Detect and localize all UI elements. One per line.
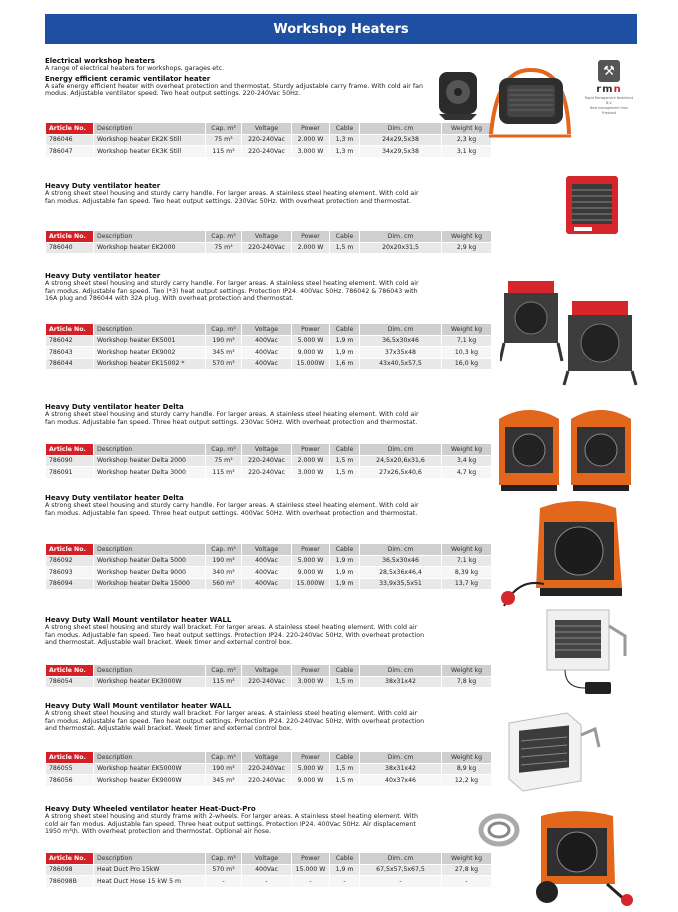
table-cell: Workshop heater Delta 5000	[94, 555, 206, 567]
table-cell: Workshop heater EK3000W	[94, 676, 206, 688]
section-title: Heavy Duty Wall Mount ventilator heater WALL	[45, 616, 232, 624]
spec-table	[45, 852, 492, 888]
column-header: Description	[94, 665, 206, 677]
table-cell: 115 m³	[206, 146, 242, 158]
section-description: A strong sheet steel housing and sturdy carry handle. For larger areas. A stainless steel heating element. With cold air fan modus. Adjustable fan speed. Two heat output settings. 230Vac 50Hz. With overheat protection and thermostat.	[45, 190, 419, 205]
column-header: Description	[94, 853, 206, 865]
section-description: A safe energy efficient heater with overheat protection and thermostat. Sturdy adjustable carry frame. With cold air fan modus. Adjustable ventilator speed. Two heat output settings. 220-240Vac 50Hz.	[45, 82, 423, 97]
table-cell: 220-240Vac	[242, 242, 292, 254]
column-header: Power	[292, 231, 330, 243]
table-cell: -	[442, 876, 492, 888]
table-row	[46, 134, 492, 146]
table-cell: 1,5 m	[330, 242, 360, 254]
column-header: Voltage	[242, 665, 292, 677]
table-cell: 400Vac	[242, 358, 292, 370]
column-header: Dim. cm	[360, 853, 442, 865]
column-header: Weight kg	[442, 853, 492, 865]
column-header: Dim. cm	[360, 123, 442, 135]
column-header: Power	[292, 853, 330, 865]
column-header: Voltage	[242, 123, 292, 135]
table-cell: 5.000 W	[292, 335, 330, 347]
column-header: Cap. m³	[206, 324, 242, 336]
section-title: Heavy Duty Wall Mount ventilator heater WALL	[45, 702, 232, 710]
table-cell: 75 m³	[206, 455, 242, 467]
table-row	[46, 358, 492, 370]
table-cell: 2.000 W	[292, 134, 330, 146]
table-row	[46, 676, 492, 688]
spec-table	[45, 323, 492, 370]
column-header: Cable	[330, 444, 360, 456]
table-cell: 1,9 m	[330, 864, 360, 876]
table-cell: 400Vac	[242, 335, 292, 347]
table-cell: 3.000 W	[292, 146, 330, 158]
table-cell: 786042	[46, 335, 94, 347]
spec-table	[45, 122, 492, 158]
table-row	[46, 763, 492, 775]
column-header: Article No.	[46, 665, 94, 677]
table-cell: 15.000 W	[292, 864, 330, 876]
table-cell: 9.000 W	[292, 347, 330, 359]
table-cell: 12,2 kg	[442, 775, 492, 787]
column-header: Cap. m³	[206, 752, 242, 764]
column-header: Cap. m³	[206, 123, 242, 135]
table-cell: Workshop heater EK9000W	[94, 775, 206, 787]
table-cell: 7,1 kg	[442, 555, 492, 567]
column-header: Cable	[330, 853, 360, 865]
column-header: Article No.	[46, 324, 94, 336]
column-header: Cable	[330, 324, 360, 336]
table-cell: 9.000 W	[292, 567, 330, 579]
table-cell: -	[292, 876, 330, 888]
table-header-row	[46, 665, 492, 677]
table-cell: 1,5 m	[330, 455, 360, 467]
table-cell: 786040	[46, 242, 94, 254]
table-cell: 190 m³	[206, 555, 242, 567]
table-cell: 24,5x20,6x31,6	[360, 455, 442, 467]
column-header: Voltage	[242, 853, 292, 865]
section-intro-text: A range of electrical heaters for workshops, garages etc.	[45, 65, 225, 72]
table-cell: 400Vac	[242, 567, 292, 579]
table-cell: 16,0 kg	[442, 358, 492, 370]
table-cell: 1,9 m	[330, 555, 360, 567]
table-cell: 220-240Vac	[242, 775, 292, 787]
wall-5000-9000-heater-image	[497, 707, 607, 797]
table-cell: 3.000 W	[292, 676, 330, 688]
column-header: Article No.	[46, 752, 94, 764]
table-cell: Workshop heater EK15002 *	[94, 358, 206, 370]
table-cell: 220-240Vac	[242, 134, 292, 146]
table-cell: 5.000 W	[292, 763, 330, 775]
column-header: Power	[292, 665, 330, 677]
section-description: A strong sheet steel housing and sturdy carry handle. For larger areas. A stainless steel heating element. With cold air fan modus. Adjustable fan speed. Two (*3) heat output settings. Protection IP24. 400Vac 50Hz. 786042 & 786043 with 16A plug and 786044 with 32A plug. With overheat protection and thermostat.	[45, 280, 419, 302]
ceramic-heater-image	[437, 58, 577, 140]
column-header: Dim. cm	[360, 665, 442, 677]
table-cell: 8,39 kg	[442, 567, 492, 579]
table-cell: 1,6 m	[330, 358, 360, 370]
table-cell: Workshop heater EK5001	[94, 335, 206, 347]
section-description: A strong sheet steel housing and sturdy carry handle. For larger areas. A stainless steel heating element. With cold air fan modus. Adjustable fan speed. Three heat output settings. 400Vac 50Hz. With overheat protection and thermostat.	[45, 502, 419, 517]
table-cell: Workshop heater EK9002	[94, 347, 206, 359]
table-cell: Workshop heater EK5000W	[94, 763, 206, 775]
table-cell: 40x37x46	[360, 775, 442, 787]
column-header: Cap. m³	[206, 544, 242, 556]
table-cell: 570 m³	[206, 864, 242, 876]
table-cell: 786055	[46, 763, 94, 775]
table-cell: -	[242, 876, 292, 888]
column-header: Dim. cm	[360, 544, 442, 556]
delta-230v-heaters-image	[493, 401, 638, 496]
table-cell: 15.000W	[292, 578, 330, 590]
table-cell: 1,5 m	[330, 676, 360, 688]
table-cell: 570 m³	[206, 358, 242, 370]
table-cell: 1,5 m	[330, 775, 360, 787]
column-header: Description	[94, 123, 206, 135]
table-cell: 220-240Vac	[242, 763, 292, 775]
section-description: A strong sheet steel housing and sturdy wall bracket. For larger areas. A stainless steel heating element. With cold air fan modus. Adjustable fan speed. Two heat output settings. Protection IP24. 220-240Vac 50Hz. With overheat protection and thermostat. Adjustable wall bracket. Week timer and external control box.	[45, 710, 425, 732]
spec-table	[45, 230, 492, 254]
column-header: Power	[292, 324, 330, 336]
table-cell: 27x26,5x40,6	[360, 467, 442, 479]
table-cell: 13,7 kg	[442, 578, 492, 590]
table-row	[46, 555, 492, 567]
table-cell: 3,4 kg	[442, 455, 492, 467]
column-header: Description	[94, 324, 206, 336]
table-row	[46, 467, 492, 479]
column-header: Cable	[330, 123, 360, 135]
table-cell: 786047	[46, 146, 94, 158]
section-heavy-duty-ek2000	[45, 182, 637, 205]
table-cell: 2,3 kg	[442, 134, 492, 146]
table-cell: 400Vac	[242, 578, 292, 590]
table-cell: 786098	[46, 864, 94, 876]
table-header-row	[46, 444, 492, 456]
table-row	[46, 864, 492, 876]
column-header: Article No.	[46, 544, 94, 556]
column-header: Power	[292, 123, 330, 135]
table-cell: 24x29,5x38	[360, 134, 442, 146]
table-cell: 786092	[46, 555, 94, 567]
table-cell: 7,1 kg	[442, 335, 492, 347]
spec-table	[45, 543, 492, 590]
table-cell: 7,8 kg	[442, 676, 492, 688]
table-cell: 9.000 W	[292, 775, 330, 787]
table-cell: 4,7 kg	[442, 467, 492, 479]
column-header: Article No.	[46, 123, 94, 135]
table-cell: 340 m³	[206, 567, 242, 579]
table-cell: 38x31x42	[360, 763, 442, 775]
table-cell: -	[360, 876, 442, 888]
table-row	[46, 775, 492, 787]
logo-word-a: rm	[596, 84, 614, 95]
table-cell: Workshop heater Delta 9000	[94, 567, 206, 579]
table-cell: 115 m³	[206, 467, 242, 479]
spec-table	[45, 751, 492, 787]
column-header: Cable	[330, 752, 360, 764]
column-header: Article No.	[46, 231, 94, 243]
table-cell: 33,9x35,5x51	[360, 578, 442, 590]
table-cell: 1,9 m	[330, 347, 360, 359]
table-cell: 560 m³	[206, 578, 242, 590]
section-title: Heavy Duty ventilator heater	[45, 272, 161, 280]
column-header: Voltage	[242, 231, 292, 243]
table-header-row	[46, 231, 492, 243]
column-header: Dim. cm	[360, 752, 442, 764]
column-header: Voltage	[242, 444, 292, 456]
column-header: Dim. cm	[360, 324, 442, 336]
table-cell: 37x35x48	[360, 347, 442, 359]
column-header: Description	[94, 231, 206, 243]
table-cell: 400Vac	[242, 555, 292, 567]
column-header: Cap. m³	[206, 853, 242, 865]
table-cell: 15.000W	[292, 358, 330, 370]
section-title: Heavy Duty ventilator heater	[45, 182, 161, 190]
table-cell: -	[206, 876, 242, 888]
table-cell: Heat Duct Pro 15kW	[94, 864, 206, 876]
ek-400v-heaters-image	[500, 277, 640, 387]
column-header: Cap. m³	[206, 231, 242, 243]
table-cell: 220-240Vac	[242, 455, 292, 467]
table-cell: 220-240Vac	[242, 146, 292, 158]
table-cell: 34x29,5x38	[360, 146, 442, 158]
logo-subtitle-1: Rapid Management Nederland B.V.	[584, 96, 634, 105]
table-cell: 1,5 m	[330, 467, 360, 479]
section-description: A strong sheet steel housing and sturdy frame with 2-wheels. For larger areas. A stainless steel heating element. With cold air fan modus. Adjustable fan speed. Three heat output settings. Protection IP24. 400Vac 50Hz. Air displacement 1950 m³\h. With overheat protection and thermostat. Optional air hose.	[45, 813, 418, 835]
table-header-row	[46, 544, 492, 556]
column-header: Article No.	[46, 444, 94, 456]
table-cell: 2.000 W	[292, 242, 330, 254]
section-title: Heavy Duty ventilator heater Delta	[45, 403, 184, 411]
column-header: Description	[94, 544, 206, 556]
ek2000-heater-image	[560, 172, 626, 240]
column-header: Article No.	[46, 853, 94, 865]
column-header: Cap. m³	[206, 665, 242, 677]
table-cell: 115 m³	[206, 676, 242, 688]
column-header: Weight kg	[442, 444, 492, 456]
table-row	[46, 242, 492, 254]
table-cell: 786043	[46, 347, 94, 359]
table-cell: 190 m³	[206, 763, 242, 775]
section-title: Heavy Duty ventilator heater Delta	[45, 494, 184, 502]
table-cell: 345 m³	[206, 347, 242, 359]
section-title: Energy efficient ceramic ventilator heater	[45, 74, 211, 83]
table-cell: 75 m³	[206, 242, 242, 254]
table-cell: 1,3 m	[330, 134, 360, 146]
column-header: Description	[94, 752, 206, 764]
table-cell: 345 m³	[206, 775, 242, 787]
table-cell: 786090	[46, 455, 94, 467]
column-header: Power	[292, 752, 330, 764]
page-banner: Workshop Heaters	[45, 14, 637, 44]
table-cell: 28,5x36x46,4	[360, 567, 442, 579]
column-header: Cable	[330, 544, 360, 556]
column-header: Cap. m³	[206, 444, 242, 456]
table-cell: 2,9 kg	[442, 242, 492, 254]
table-cell: 786091	[46, 467, 94, 479]
table-cell: 786056	[46, 775, 94, 787]
table-cell: 67,5x57,5x67,5	[360, 864, 442, 876]
table-cell: 400Vac	[242, 347, 292, 359]
table-header-row	[46, 752, 492, 764]
column-header: Weight kg	[442, 752, 492, 764]
column-header: Voltage	[242, 544, 292, 556]
table-cell: Workshop heater EK2000	[94, 242, 206, 254]
table-cell: 75 m³	[206, 134, 242, 146]
table-cell: 3,1 kg	[442, 146, 492, 158]
table-cell: Workshop heater Delta 15000	[94, 578, 206, 590]
wrench-icon: ⚒	[598, 60, 620, 82]
table-cell: 1,5 m	[330, 763, 360, 775]
column-header: Weight kg	[442, 665, 492, 677]
table-row	[46, 876, 492, 888]
table-cell: 5.000 W	[292, 555, 330, 567]
table-row	[46, 335, 492, 347]
table-row	[46, 455, 492, 467]
table-cell: 38x31x42	[360, 676, 442, 688]
section-title: Heavy Duty Wheeled ventilator heater Heat-Duct-Pro	[45, 805, 256, 813]
column-header: Cable	[330, 665, 360, 677]
column-header: Dim. cm	[360, 231, 442, 243]
table-header-row	[46, 853, 492, 865]
table-cell: 36,5x30x46	[360, 555, 442, 567]
column-header: Weight kg	[442, 231, 492, 243]
table-cell: 20x20x31,5	[360, 242, 442, 254]
table-cell: Workshop heater Delta 3000	[94, 467, 206, 479]
table-cell: 190 m³	[206, 335, 242, 347]
section-description: A strong sheet steel housing and sturdy wall bracket. For larger areas. A stainless steel heating element. With cold air fan modus. Adjustable fan speed. Two heat output settings. Protection IP24. 220-240Vac 50Hz. With overheat protection and thermostat. Adjustable wall bracket. Week timer and external control box.	[45, 624, 425, 646]
heat-duct-pro-image	[475, 800, 635, 908]
section-description: A strong sheet steel housing and sturdy carry handle. For larger areas. A stainless steel heating element. With cold air fan modus. Adjustable fan speed. Three heat output settings. 230Vac 50Hz. With overheat protection and thermostat.	[45, 411, 419, 426]
table-cell: -	[330, 876, 360, 888]
column-header: Description	[94, 444, 206, 456]
table-cell: 786044	[46, 358, 94, 370]
table-cell: 786093	[46, 567, 94, 579]
table-cell: 220-240Vac	[242, 467, 292, 479]
table-cell: 786094	[46, 578, 94, 590]
table-row	[46, 567, 492, 579]
section-intro-title: Electrical workshop heaters	[45, 57, 155, 65]
table-cell: 786054	[46, 676, 94, 688]
table-cell: 1,9 m	[330, 578, 360, 590]
table-cell: 1,3 m	[330, 146, 360, 158]
table-cell: Workshop heater Delta 2000	[94, 455, 206, 467]
table-row	[46, 578, 492, 590]
delta-400v-heater-image	[498, 498, 638, 610]
column-header: Weight kg	[442, 123, 492, 135]
logo-word-b: n	[613, 84, 622, 95]
logo-subtitle-2: Best management from Friesland	[590, 106, 628, 115]
column-header: Weight kg	[442, 324, 492, 336]
table-cell: Workshop heater EK2K Still	[94, 134, 206, 146]
wall-3000-heater-image	[525, 606, 635, 700]
column-header: Cable	[330, 231, 360, 243]
table-cell: Heat Duct Hose 15 kW 5 m	[94, 876, 206, 888]
table-cell: 2.000 W	[292, 455, 330, 467]
table-cell: 27,8 kg	[442, 864, 492, 876]
table-cell: 786046	[46, 134, 94, 146]
table-cell: 10,3 kg	[442, 347, 492, 359]
table-cell: 43x40,5x57,5	[360, 358, 442, 370]
column-header: Power	[292, 544, 330, 556]
column-header: Dim. cm	[360, 444, 442, 456]
table-cell: 36,5x30x46	[360, 335, 442, 347]
table-header-row	[46, 123, 492, 135]
table-cell: 3.000 W	[292, 467, 330, 479]
table-cell: 220-240Vac	[242, 676, 292, 688]
table-header-row	[46, 324, 492, 336]
column-header: Power	[292, 444, 330, 456]
table-cell: 1,9 m	[330, 335, 360, 347]
spec-table	[45, 443, 492, 479]
column-header: Voltage	[242, 752, 292, 764]
table-cell: 786098B	[46, 876, 94, 888]
column-header: Voltage	[242, 324, 292, 336]
table-cell: Workshop heater EK3K Still	[94, 146, 206, 158]
table-cell: 1,9 m	[330, 567, 360, 579]
table-cell: 400Vac	[242, 864, 292, 876]
table-row	[46, 347, 492, 359]
table-cell: 8,9 kg	[442, 763, 492, 775]
column-header: Weight kg	[442, 544, 492, 556]
spec-table	[45, 664, 492, 688]
table-row	[46, 146, 492, 158]
